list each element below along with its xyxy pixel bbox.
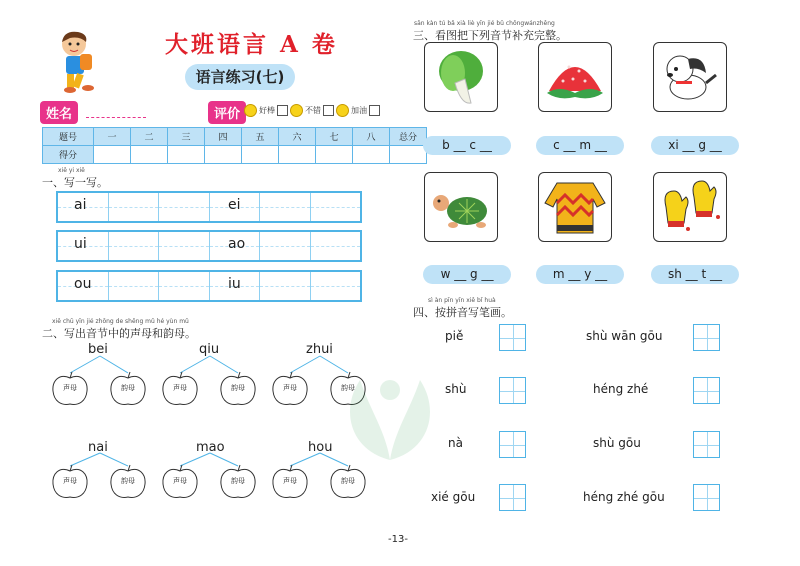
rating-option-3[interactable]: 加油 [336,104,380,117]
stroke-name: shù gōu [593,436,641,450]
picture-sweater [538,172,612,242]
evaluation-label: 评价 [208,101,246,124]
turtle-icon [425,173,497,241]
writing-box[interactable] [693,324,720,351]
stroke-name: héng zhé gōu [583,490,665,504]
page-number: -13- [388,534,408,545]
name-label: 姓名 [40,101,78,124]
section3-pinyin: sān kàn tú bǎ xià liè yīn jié bǔ chōngwánzhěng [414,20,555,27]
puppy-icon [654,43,726,111]
stroke-name: shù wān gōu [586,329,663,343]
stroke-name: xié gōu [431,490,476,504]
writing-box[interactable] [499,324,526,351]
section4-pinyin: sì àn pīn yīn xiě bǐ huà [428,297,496,304]
syllable: hou [308,440,333,455]
stroke-name: héng zhé [593,382,649,396]
writing-example: ao [228,236,246,252]
writing-example: iu [228,276,241,292]
section1-pinyin: xiě yi xiě [58,167,85,174]
exercise-subtitle: 语言练习(七) [185,64,295,90]
fill-in-answer[interactable]: w __ g __ [423,265,511,284]
watermark-logo [330,360,450,470]
strawberry-icon [539,43,611,111]
writing-example: ui [74,236,87,252]
writing-box[interactable] [693,377,720,404]
syllable: qiu [199,342,220,357]
stroke-name: piě [445,329,464,343]
picture-puppy [653,42,727,112]
picture-gloves [653,172,727,242]
writing-box[interactable] [499,484,526,511]
writing-example: ai [74,197,87,213]
stroke-name: nà [448,436,463,450]
gloves-icon [654,173,726,241]
syllable: mao [196,440,225,455]
fill-in-answer[interactable]: sh __ t __ [651,265,739,284]
section1-title: 一、写一写。 [42,176,108,189]
score-table-header-row: 题号 一 二 三 四 五 六 七 八 总分 [43,128,427,146]
syllable: nai [88,440,108,455]
writing-box[interactable] [499,431,526,458]
writing-box[interactable] [499,377,526,404]
syllable: zhui [306,342,333,357]
section4-title: 四、按拼音写笔画。 [413,306,512,319]
rating-option-2[interactable]: 不错 [290,104,334,117]
section2-title: 二、写出音节中的声母和韵母。 [42,327,196,340]
rating-option-1[interactable]: 好棒 [244,104,288,117]
fill-in-answer[interactable]: c __ m __ [536,136,624,155]
page-title: 大班语言 A 卷 [165,31,338,58]
syllable: bei [88,342,108,357]
writing-box[interactable] [693,431,720,458]
score-table-score-row: 得分 [43,146,427,164]
fill-in-answer[interactable]: m __ y __ [536,265,624,284]
section2-pinyin: xiě chū yīn jié zhōng de shēng mǔ hé yùn mǔ [52,318,189,325]
fill-in-answer[interactable]: b __ c __ [423,136,511,155]
sweater-icon [539,173,611,241]
chinese-cabbage-icon [425,43,497,111]
picture-strawberry [538,42,612,112]
writing-example: ou [74,276,92,292]
picture-chinese-cabbage [424,42,498,112]
picture-turtle [424,172,498,242]
writing-example: ei [228,197,241,213]
writing-box[interactable] [693,484,720,511]
fill-in-answer[interactable]: xi __ g __ [651,136,739,155]
stroke-name: shù [445,382,467,396]
section3-title: 三、看图把下列音节补充完整。 [413,29,567,42]
